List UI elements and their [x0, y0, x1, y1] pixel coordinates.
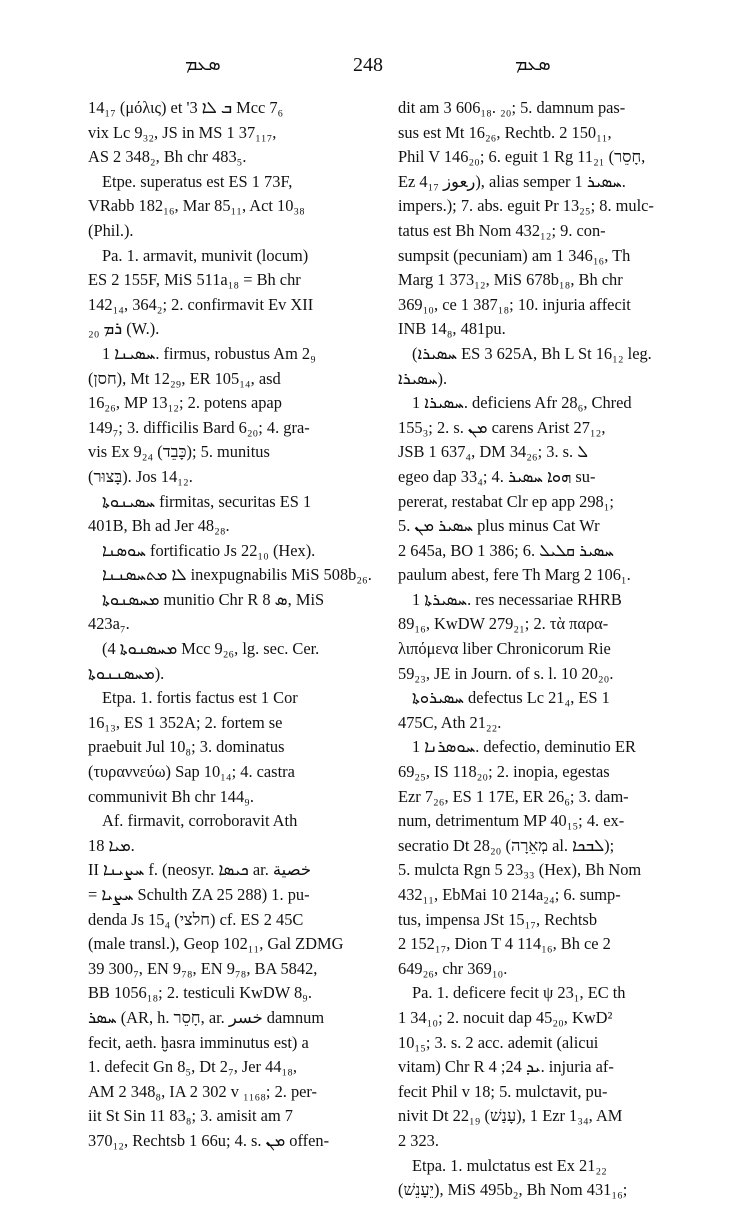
left-line: 401B, Bh ad Jer 48₂₈. — [88, 516, 230, 536]
right-line: 475C, Ath 21₂₂. — [398, 712, 502, 732]
right-line: ܚܣܝܪܐ). — [398, 368, 448, 388]
right-line: 69₂₅, IS 118₂₀; 2. inopia, egestas — [398, 762, 610, 782]
right-line: 2 152₁₇, Dion T 4 114₁₆, Bh ce 2 — [398, 934, 611, 954]
right-line: 1 34₁₀; 2. nocuit dap 45₂₀, KwD² — [398, 1007, 613, 1027]
left-line: (male transl.), Geop 102₁₁, Gal ZDMG — [88, 934, 344, 954]
left-column — [88, 96, 378, 1154]
running-head-right: ܣܥܡ — [515, 54, 551, 75]
right-line: 89₁₆, KwDW 279₂₁; 2. τὰ παρα- — [398, 614, 609, 634]
left-line: VRabb 182₁₆, Mar 85₁₁, Act 10₃₈ — [88, 196, 305, 216]
left-line: denda Js 15₄ (חלצי) cf. ES 2 45C — [88, 909, 304, 929]
right-line: sus est Mt 16₂₆, Rechtb. 2 150₁₁, — [398, 122, 612, 142]
left-line: 14₁₇ (μόλις) et 'ܒ ܠܐ 3 Mcc 7₆ — [88, 98, 284, 117]
left-line: (חסן), Mt 12₂₉, ER 105₁₄, asd — [88, 368, 281, 388]
left-line: 149₇; 3. difficilis Bard 6₂₀; 4. gra- — [88, 417, 310, 437]
right-line: ܚܘܣܪܢܐ 1. defectio, deminutio ER — [412, 737, 636, 757]
right-line: tus, impensa JSt 15₁₇, Rechtsb — [398, 909, 598, 929]
left-line: 39 300₇, EN 9₇₈, EN 9₇₈, BA 5842, — [88, 958, 318, 978]
left-line: ES 2 155F, MiS 511a₁₈ = Bh chr — [88, 270, 301, 290]
left-line: ܚܣܪ (AR, h. חָסֵר, ar. ﺧﺴﺮ damnum — [88, 1007, 325, 1027]
right-line: 649₂₆, chr 369₁₀. — [398, 958, 508, 978]
left-line: ܚܣܝܢܘܬܐ firmitas, securitas ES 1 — [102, 491, 312, 511]
left-line: = ܚܨܝܐ Schulth ZA 25 288) 1. pu- — [88, 885, 310, 904]
right-column — [398, 96, 695, 1203]
right-line: ܚܣܝܪܐ 1. deficiens Afr 28₆, Chred — [412, 393, 632, 413]
left-line: (τυραννεύω) Sap 10₁₄; 4. castra — [88, 762, 295, 782]
left-line: fecit, aeth. ḫasra imminutus est) a — [88, 1032, 309, 1052]
left-line: (ܡܚܣܢܘܬܐ 4 Mcc 9₂₆, lg. sec. Cer. — [102, 639, 320, 659]
left-line: ܪܡ ₂₀ (W.). — [88, 319, 160, 339]
left-line: vix Lc 9₃₂, JS in MS 1 37₁₁₇, — [88, 122, 277, 142]
left-line: 1. defecit Gn 8₅, Dt 2₇, Jer 44₁₈, — [88, 1057, 298, 1077]
right-line: ܚܣܝܪܘܬܐ defectus Lc 21₄, ES 1 — [412, 688, 610, 708]
right-line: secratio Dt 28₂₀ (מְאֵרָה al. ܠܒܟܐ); — [398, 835, 615, 855]
left-line: (Phil.). — [88, 220, 134, 240]
left-line: praebuit Jul 10₈; 3. dominatus — [88, 737, 285, 757]
page-header — [0, 50, 750, 80]
page-number: 248 — [353, 54, 383, 76]
left-line: 423a₇. — [88, 614, 130, 634]
right-line: tatus est Bh Nom 432₁₂; 9. con- — [398, 220, 606, 240]
left-line: 16₁₃, ES 1 352A; 2. fortem se — [88, 712, 283, 732]
left-line: 16₂₆, MP 13₁₂; 2. potens apap — [88, 393, 282, 413]
left-line: Etpe. superatus est ES 1 73F, — [102, 171, 293, 191]
left-line: ܠܐ ܡܬܚܣܢܢܐ inexpugnabilis MiS 508b₂₆. — [102, 565, 372, 585]
right-line: 2 645a, BO 1 386; 6. ܚܣܝܪ ܩܠܝܠ — [398, 540, 614, 560]
left-line: ܚܣܝܢܐ 1. firmus, robustus Am 2₉ — [102, 343, 316, 363]
right-line: sumpsit (pecuniam) am 1 346₁₆, Th — [398, 245, 631, 265]
right-line: 5. mulcta Rgn 5 23₃₃ (Hex), Bh Nom — [398, 860, 642, 880]
left-line: (בָּצוּר). Jos 14₁₂. — [88, 466, 193, 486]
left-line: vis Ex 9₂₄ (כָּבֵד); 5. munitus — [88, 442, 270, 462]
left-line: ܚܘܣܢܐ fortificatio Js 22₁₀ (Hex). — [102, 540, 316, 560]
right-line: 59₂₃, JE in Journ. of s. l. 10 20₂₀. — [398, 663, 614, 683]
right-line: 432₁₁, EbMai 10 214a₂₄; 6. sump- — [398, 885, 621, 904]
right-line: JSB 1 637₄, DM 34₂₆; 3. s. ܠ — [398, 442, 588, 462]
right-line: (ܚܣܝܪܐ ES 3 625A, Bh L St 16₁₂ leg. — [412, 343, 652, 363]
left-line: Etpa. 1. fortis factus est 1 Cor — [102, 688, 298, 708]
right-line: Marg 1 373₁₂, MiS 678b₁₈, Bh chr — [398, 270, 623, 290]
right-line: λιπόμενα liber Chronicorum Rie — [398, 639, 611, 659]
right-line: vitam) Chr R ܝܕ 24; 4. injuria af- — [398, 1057, 614, 1077]
left-line: Af. firmavit, corroboravit Ath — [102, 811, 298, 831]
left-line: AS 2 348₂, Bh chr 483₅. — [88, 147, 247, 167]
right-line: Etpa. 1. mulctatus est Ex 21₂₂ — [412, 1155, 607, 1175]
right-line: egeo dap 33₄; 4. ܗܘܐ ܚܣܝܪ su- — [398, 466, 596, 486]
right-line: pererat, restabat Clr ep app 298₁; — [398, 491, 614, 511]
right-line: impers.); 7. abs. eguit Pr 13₂₅; 8. mulc- — [398, 196, 654, 216]
right-line: num, detrimentum MP 40₁₅; 4. ex- — [398, 811, 625, 831]
right-line: 369₁₀, ce 1 387₁₈; 10. injuria affecit — [398, 294, 631, 314]
right-line: ܚܣܝܪܬܐ 1. res necessariae RHRB — [412, 589, 622, 609]
left-line: Pa. 1. armavit, munivit (locum) — [102, 245, 309, 265]
right-line: Phil V 146₂₀; 6. eguit 1 Rg 11₂₁ (חָסֵר, — [398, 147, 646, 167]
right-line: dit am 3 606₁₈. ₂₀; 5. damnum pas- — [398, 98, 626, 117]
right-line: Pa. 1. deficere fecit ψ 23₁, EC th — [412, 983, 626, 1003]
right-line: INB 14₈, 481pu. — [398, 319, 506, 339]
running-head-left: ܣܥܡ — [185, 54, 221, 75]
right-line: 5. ܚܣܝܪ ܡܢ plus minus Cat Wr — [398, 516, 600, 536]
left-line: ܡܝܐ 18. — [88, 835, 135, 855]
left-line: II ܚܨܝܢܐ f. (neosyr. ܟܝܣܐ ar. ﺧﺼﻴﺔ — [88, 860, 311, 880]
left-line: 142₁₄, 364₂; 2. confirmavit Ev XII — [88, 294, 314, 314]
left-line: 370₁₂, Rechtsb 1 66u; 4. s. ܡܢ offen- — [88, 1130, 330, 1150]
right-line: fecit Phil v 18; 5. mulctavit, pu- — [398, 1081, 608, 1101]
left-line: BB 1056₁₈; 2. testiculi KwDW 8₉. — [88, 983, 312, 1003]
left-line: iit St Sin 11 83₈; 3. amisit am 7 — [88, 1106, 293, 1126]
right-line: Ezr 7₂₆, ES 1 17E, ER 26₆; 3. dam- — [398, 786, 629, 806]
right-line: paulum abest, fere Th Marg 2 106₁. — [398, 565, 631, 585]
right-line: Ez 4₁₇ ﺭﻌﻮﺯ), alias semper ܚܣܝܪ 1. — [398, 171, 626, 191]
right-line: 155₃; 2. s. ܡܢ carens Arist 27₁₂, — [398, 417, 606, 437]
left-line: ܡܚܣܢܘܬܐ munitio Chr R ܣ 8, MiS — [102, 589, 325, 609]
left-line: AM 2 348₈, IA 2 302 v ₁₁₆₈; 2. per- — [88, 1081, 318, 1101]
right-line: nivit Dt 22₁₉ (עָנַשׁ), 1 Ezr 1₃₄, AM — [398, 1106, 623, 1126]
right-line: 10₁₅; 3. s. 2 acc. ademit (alicui — [398, 1032, 599, 1052]
left-line: ܡܚܣܢܢܘܬܐ). — [88, 663, 165, 683]
right-line: (יֵעָנֵשׁ), MiS 495b₂, Bh Nom 431₁₆; — [398, 1180, 628, 1200]
left-line: communivit Bh chr 144₉. — [88, 786, 254, 806]
right-line: 2 323. — [398, 1130, 439, 1150]
